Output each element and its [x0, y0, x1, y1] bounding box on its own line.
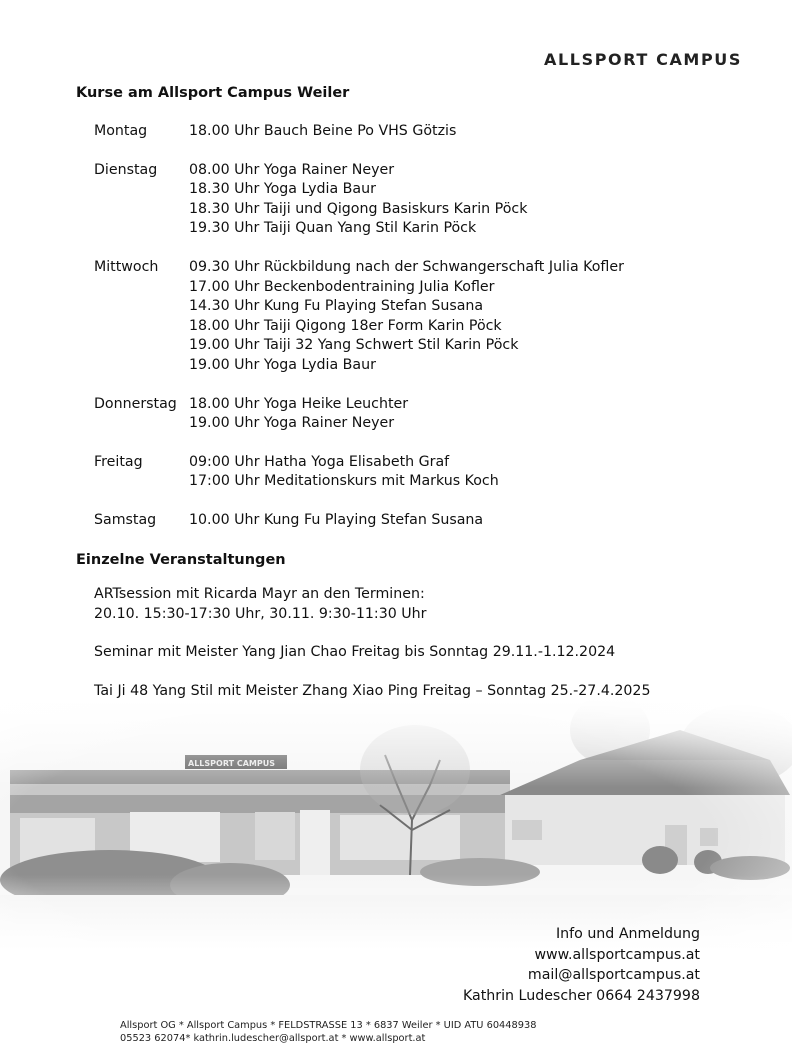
course-schedule [94, 122, 734, 550]
course-list [189, 511, 483, 531]
footer [120, 1019, 536, 1045]
course-entry: 19.00 Uhr Yoga Lydia Baur [189, 356, 376, 373]
courses-heading: Kurse am Allsport Campus Weiler [76, 85, 350, 101]
course-entry: 18.00 Uhr Yoga Heike Leuchter [189, 395, 409, 412]
course-list [189, 122, 456, 142]
day-block-montag [94, 122, 734, 142]
day-name: Samstag [94, 511, 157, 528]
contact-website-link[interactable]: www.allsportcampus.at [534, 946, 700, 963]
course-entry: 08.00 Uhr Yoga Rainer Neyer [189, 161, 395, 178]
course-list [189, 453, 499, 492]
footer-line: 05523 62074* kathrin.ludescher@allsport.at * www.allsport.at [120, 1033, 426, 1044]
course-list [189, 395, 408, 434]
contact-person: Kathrin Ludescher 0664 2437998 [462, 987, 700, 1004]
contact-info [463, 924, 700, 1006]
event-item [94, 643, 744, 663]
contact-email-link[interactable]: mail@allsportcampus.at [527, 967, 700, 983]
day-name: Dienstag [94, 161, 158, 178]
day-name: Mittwoch [94, 258, 159, 275]
day-block-mittwoch [94, 258, 734, 376]
course-entry: 18.30 Uhr Taiji und Qigong Basiskurs Karin Pöck [189, 200, 528, 217]
event-item [94, 585, 744, 624]
course-entry: 19.00 Uhr Taiji 32 Yang Schwert Stil Karin Pöck [189, 337, 519, 354]
course-entry: 18.30 Uhr Yoga Lydia Baur [189, 181, 376, 198]
course-entry: 17:00 Uhr Meditationskurs mit Markus Koch [189, 473, 499, 490]
day-block-dienstag [94, 161, 734, 239]
course-entry: 17.00 Uhr Beckenbodentraining Julia Kofler [189, 278, 495, 295]
day-name: Donnerstag [94, 395, 177, 412]
course-entry: 18.00 Uhr Bauch Beine Po VHS Götzis [189, 123, 457, 139]
contact-label: Info und Anmeldung [555, 926, 700, 942]
event-item [94, 682, 744, 702]
day-name: Freitag [94, 453, 143, 470]
event-line: 20.10. 15:30-17:30 Uhr, 30.11. 9:30-11:30 Uhr [94, 605, 427, 622]
course-entry: 09.30 Uhr Rückbildung nach der Schwangerschaft Julia Kofler [189, 258, 624, 275]
event-line: Tai Ji 48 Yang Stil mit Meister Zhang Xiao Ping Freitag – Sonntag 25.-27.4.2025 [94, 682, 651, 699]
events-heading: Einzelne Veranstaltungen [76, 552, 286, 568]
course-entry: 09:00 Uhr Hatha Yoga Elisabeth Graf [189, 453, 450, 470]
day-block-samstag [94, 511, 734, 531]
course-entry: 10.00 Uhr Kung Fu Playing Stefan Susana [189, 511, 484, 528]
footer-line: Allsport OG * Allsport Campus * FELDSTRASSE 13 * 6837 Weiler * UID ATU 60448938 [120, 1020, 537, 1031]
day-block-freitag [94, 453, 734, 492]
day-block-donnerstag [94, 395, 734, 434]
course-entry: 14.30 Uhr Kung Fu Playing Stefan Susana [189, 298, 484, 315]
event-line: Seminar mit Meister Yang Jian Chao Freitag bis Sonntag 29.11.-1.12.2024 [94, 644, 616, 661]
course-entry: 19.30 Uhr Taiji Quan Yang Stil Karin Pöck [189, 220, 477, 237]
campus-building-photo [0, 700, 792, 950]
course-entry: 19.00 Uhr Yoga Rainer Neyer [189, 415, 395, 432]
brand-logo-text: ALLSPORT CAMPUS [544, 50, 742, 69]
day-name: Montag [94, 123, 148, 139]
course-list [189, 258, 624, 376]
course-list [189, 161, 527, 239]
course-entry: 18.00 Uhr Taiji Qigong 18er Form Karin Pöck [189, 317, 502, 334]
event-line: ARTsession mit Ricarda Mayr an den Terminen: [94, 586, 425, 602]
